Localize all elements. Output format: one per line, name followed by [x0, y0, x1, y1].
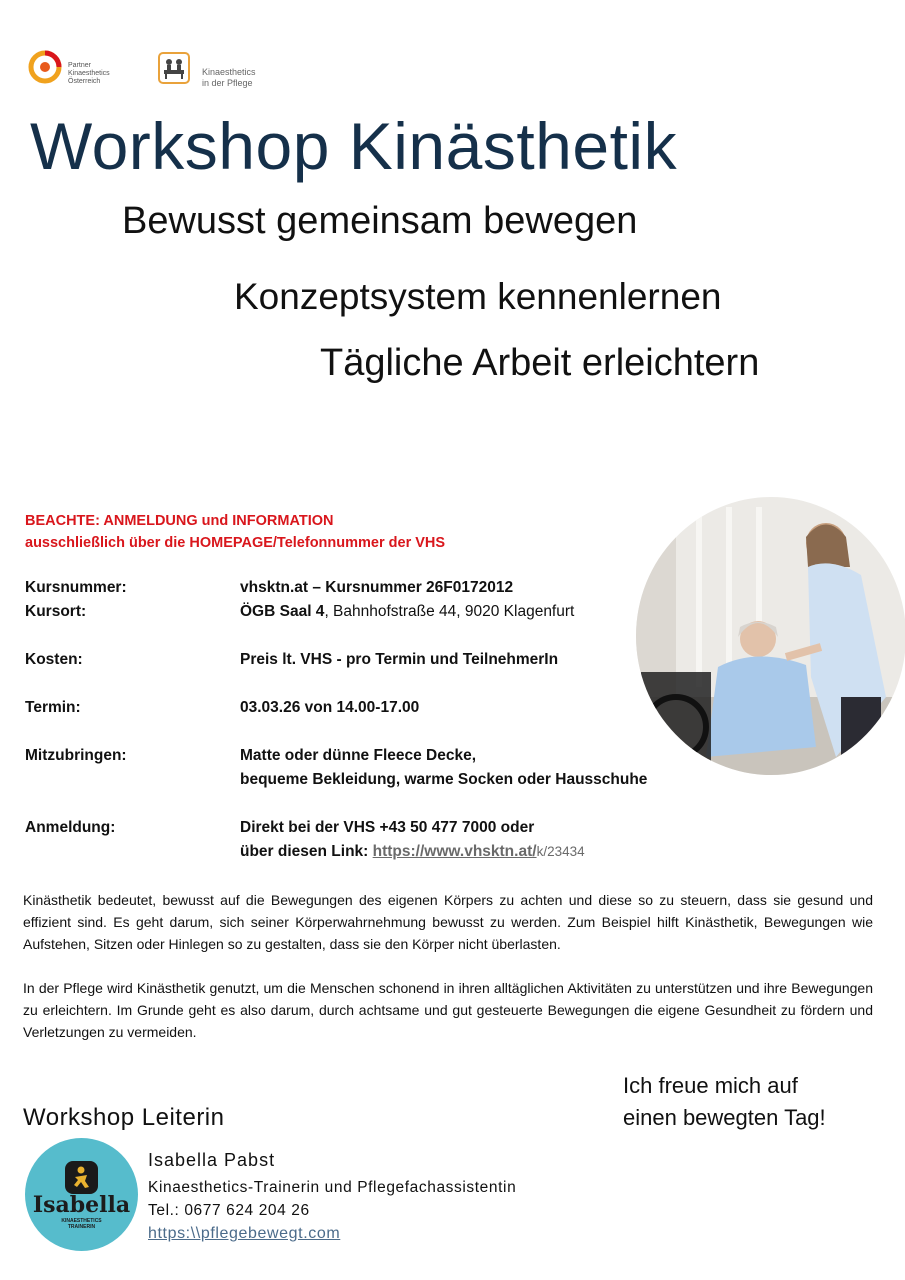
kinaesthetics-logo: [158, 52, 268, 92]
termin-label: Termin:: [25, 699, 81, 716]
mitzubringen-line: bequeme Bekleidung, warme Socken oder Hausschuhe: [240, 771, 648, 788]
kursnummer-label: Kursnummer:: [25, 579, 127, 596]
kursort-label: Kursort:: [25, 603, 87, 620]
contact-website-link[interactable]: https:\\pflegebewegt.com: [148, 1225, 341, 1242]
subtitle: Konzeptsystem kennenlernen: [234, 276, 722, 317]
closing-line: Ich freue mich auf: [623, 1073, 798, 1098]
closing-line: einen bewegten Tag!: [623, 1105, 826, 1130]
kinaesthetics-logo-line: in der Pflege: [202, 78, 253, 88]
trainer-badge: [25, 1138, 138, 1251]
vhs-link[interactable]: https://www.vhsktn.at/: [372, 843, 537, 860]
vhs-link-suffix: k/23434: [536, 844, 585, 859]
leiterin-heading: Workshop Leiterin: [23, 1104, 225, 1131]
partner-logo-icon: [28, 50, 62, 84]
partner-logo-line: Partner: [68, 62, 91, 69]
kursort-address: , Bahnhofstraße 44, 9020 Klagenfurt: [324, 603, 575, 620]
badge-name: Isabella: [32, 1192, 131, 1218]
partner-logo: [28, 48, 118, 92]
description-paragraph: Kinästhetik bedeutet, bewusst auf die Bewegungen des eigenen Körpers zu achten und diese so zu steuern, dass sie gesund und effizient sind. Es geht darum, sich seiner Körperwahrnehmung bewusst zu werden. Zum Beispiel hilft Kinästhetik, Bewegungen wie Aufstehen, Sitzen oder Hinlegen so zu gestalten, dass sie den Körper nicht überlasten.: [23, 892, 873, 952]
contact-phone: Tel.: 0677 624 204 26: [148, 1202, 310, 1219]
page-title: Workshop Kinästhetik: [30, 109, 678, 183]
notice-line: BEACHTE: ANMELDUNG und INFORMATION: [25, 513, 334, 529]
kursort-value: [240, 600, 574, 624]
anmeldung-label: Anmeldung:: [25, 819, 116, 836]
kursort-room: ÖGB Saal 4: [240, 603, 325, 620]
mitzubringen-label: Mitzubringen:: [25, 747, 127, 764]
kosten-value: Preis lt. VHS - pro Termin und TeilnehmerIn: [240, 651, 559, 668]
contact-role: Kinaesthetics-Trainerin und Pflegefachassistentin: [148, 1179, 517, 1196]
mitzubringen-line: Matte oder dünne Fleece Decke,: [240, 747, 477, 764]
kinaesthetics-figure-icon: [65, 1161, 98, 1194]
kursnummer-value: vhsktn.at – Kursnummer 26F0172012: [240, 579, 514, 596]
anmeldung-link-prefix: über diesen Link:: [240, 843, 373, 860]
anmeldung-line: Direkt bei der VHS +43 50 477 7000 oder: [240, 819, 535, 836]
notice-line: ausschließlich über die HOMEPAGE/Telefonnummer der VHS: [25, 535, 446, 551]
partner-logo-line: Kinaesthetics: [68, 70, 110, 77]
registration-notice: [25, 510, 445, 554]
badge-caption: TRAINERIN: [67, 1224, 96, 1230]
contact-name: Isabella Pabst: [148, 1150, 276, 1170]
termin-value: 03.03.26 von 14.00-17.00: [240, 699, 420, 716]
anmeldung-link-line: [240, 840, 585, 864]
subtitle: Bewusst gemeinsam bewegen: [122, 200, 638, 242]
kinaesthetics-figures-icon: [158, 52, 190, 84]
kosten-label: Kosten:: [25, 651, 83, 668]
description-paragraph: In der Pflege wird Kinästhetik genutzt, um die Menschen schonend in ihren alltäglichen Aktivitäten zu unterstützen und ihre Bewegungen zu erleichtern. Im Grunde geht es also darum, durch achtsame und gut gesteuerte Bewegungen die eigene Gesundheit zu fördern und Verletzungen zu vermeiden.: [23, 980, 873, 1040]
partner-logo-line: Österreich: [68, 78, 101, 85]
care-photo: [636, 497, 905, 775]
subtitle: Tägliche Arbeit erleichtern: [320, 342, 760, 384]
kinaesthetics-logo-line: Kinaesthetics: [202, 67, 256, 77]
closing-message: [623, 1070, 826, 1134]
badge-caption: KINAESTHETICS: [61, 1218, 102, 1224]
